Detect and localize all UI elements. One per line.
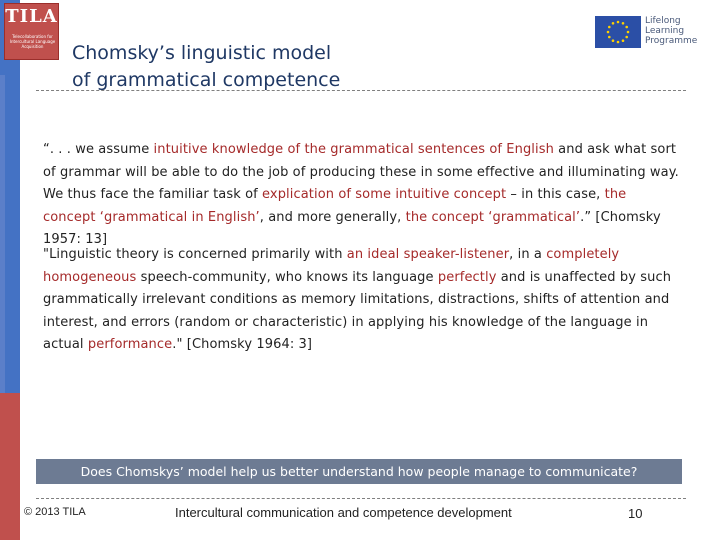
quote1-text-3: – in this case, [506,187,605,202]
quote2-text-5: ." [Chomsky 1964: 3] [172,337,313,352]
quote1-text-4: , and more generally, [259,209,406,225]
footer-copyright: © 2013 TILA [24,506,86,518]
title-divider [36,90,686,91]
quote1-text-5: .” [Chomsky 1957: 13] [43,209,661,247]
eu-flag-icon [595,16,641,48]
tila-logo-word: TILA [5,6,58,27]
quote1-text-1: “. . . we assume [43,142,154,157]
quote2-highlight-4: performance [87,337,173,352]
sidebar-accent-strip [0,75,5,393]
quote2-highlight-3: perfectly [437,269,497,285]
quote1-text-2: and ask what sort of grammar will be able to do the job of producing these in some effective and illuminating way. We thus face the familiar task of [43,142,679,202]
quote2-text-4: and is unaffected by such grammatically irrelevant conditions as memory limitations, distractions, shifts of attention and interest, and errors (random or characteristic) in applying his knowledge of the language in actual [43,269,672,352]
discussion-question-band: Does Chomskys’ model help us better understand how people manage to communicate? [36,459,682,484]
slide-title [72,40,340,94]
lifelong-learning-text [645,16,697,46]
quote1-highlight-4: the concept ‘grammatical’ [405,209,581,225]
quote2-highlight-2: completely homogeneous [43,247,620,285]
quote1-highlight-3: the concept ‘grammatical in English’ [43,187,627,225]
quote2-text-3: speech-community, who knows its language [136,269,438,285]
llp-line-2: Learning [645,26,685,36]
slide-title-line-1: Chomsky’s linguistic model [72,42,332,64]
footer-title: Intercultural communication and competence development [175,505,512,520]
page-number: 10 [628,506,643,521]
tila-logo [4,3,59,60]
footer-divider [36,498,686,499]
quote2-text-2: , in a [509,247,547,262]
slide-title-line-2: of grammatical competence [72,69,341,91]
llp-line-3: Programme [645,36,698,46]
quote-chomsky-1964 [43,244,683,357]
quote2-highlight-1: an ideal speaker-listener [346,247,510,262]
llp-line-1: Lifelong [645,16,681,26]
quote-chomsky-1957 [43,139,683,252]
lifelong-learning-logo [595,16,698,50]
quote1-highlight-2: explication of some intuitive concept [262,187,507,202]
tila-logo-subtitle: Telecollaboration for Intercultural Language Acquisition [9,34,56,49]
quote1-highlight-1: intuitive knowledge of the grammatical sentences of English [153,142,554,157]
quote2-text-1: "Linguistic theory is concerned primarily with [43,247,347,262]
sidebar-red-bar [0,393,20,540]
